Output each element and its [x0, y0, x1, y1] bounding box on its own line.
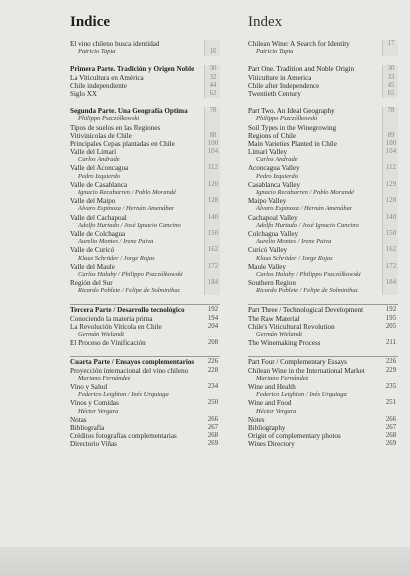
- toc-author: [248, 408, 398, 416]
- toc-group: [248, 107, 398, 295]
- toc-text: Soil Types in the Winegrowing: [248, 123, 337, 132]
- toc-entry: [248, 74, 398, 82]
- toc-entry: [248, 124, 398, 132]
- toc-entry: [70, 432, 220, 440]
- toc-text: Carlos Halaby / Philippo Pszczólkowski: [256, 270, 361, 278]
- toc-text: Chile independiente: [70, 81, 127, 90]
- toc-group: [248, 65, 398, 98]
- toc-author: [70, 222, 220, 230]
- toc-author: [248, 115, 398, 123]
- toc-text: Twentieth Century: [248, 89, 301, 98]
- toc-page-number: 205: [385, 322, 397, 330]
- toc-text: Pedro Izquierdo: [256, 172, 298, 180]
- toc-author: [70, 115, 220, 123]
- toc-text: Adolfo Hurtado / José Ignacio Cancino: [78, 221, 181, 229]
- toc-entry: [70, 399, 220, 407]
- toc-author: [70, 271, 220, 279]
- toc-author: [70, 375, 220, 383]
- toc-page-number: 226: [385, 358, 397, 366]
- toc-page-number: 267: [207, 423, 219, 431]
- toc-text: Alvaro Espinoza / Hernán Amenábar: [256, 205, 353, 213]
- toc-text: Vinos y Comidas: [70, 399, 119, 408]
- toc-text: Valle del Aconcagua: [70, 164, 129, 173]
- toc-author: [70, 156, 220, 164]
- toc-page-number: 268: [207, 432, 219, 440]
- toc-page-number: 228: [207, 366, 219, 374]
- toc-sections: [70, 40, 220, 448]
- toc-entry: [70, 40, 220, 48]
- toc-entry: [70, 230, 220, 238]
- toc-text: Aurelio Montes / Irene Paiva: [256, 238, 332, 246]
- toc-text: Primera Parte. Tradición y Origen Noble: [70, 65, 195, 74]
- toc-title: [70, 65, 220, 73]
- index-heading-spanish: Indice: [70, 14, 111, 30]
- toc-author: [70, 238, 220, 246]
- toc-text: Part Three / Technological Development: [248, 306, 364, 315]
- toc-entry: [248, 315, 398, 323]
- toc-page-number: 17: [387, 40, 395, 47]
- toc-group: [70, 40, 220, 56]
- toc-author: [70, 48, 220, 56]
- toc-entry: [248, 383, 398, 391]
- toc-text: Part Two. An Ideal Geography: [248, 107, 335, 116]
- index-heading-english: Index: [248, 14, 283, 30]
- toc-text: Región del Sur: [70, 279, 113, 288]
- toc-group: [248, 40, 398, 56]
- toc-title: [70, 306, 220, 314]
- toc-author: [70, 255, 220, 263]
- toc-entry: [70, 90, 220, 98]
- toc-page-number: 30: [209, 65, 217, 73]
- toc-page-number: 192: [385, 306, 397, 314]
- toc-page-number: 172: [207, 262, 219, 270]
- toc-author: [248, 222, 398, 230]
- toc-text: Segunda Parte. Una Geografía Optima: [70, 107, 188, 116]
- toc-page-number: 112: [386, 164, 396, 172]
- toc-page-number: 250: [207, 399, 219, 407]
- toc-page-number: 104: [207, 148, 219, 156]
- toc-entry: [248, 416, 398, 424]
- toc-text: Casablanca Valley: [248, 180, 301, 189]
- toc-text: Viticulture in America: [248, 73, 312, 82]
- toc-entry: [70, 315, 220, 323]
- toc-text: Regions of Chile: [248, 131, 297, 140]
- toc-entry: [248, 140, 398, 148]
- toc-author: [70, 391, 220, 399]
- toc-text: Part Four / Complementary Essays: [248, 358, 347, 367]
- toc-text: Notes: [248, 415, 265, 424]
- toc-page-number: 128: [385, 197, 397, 205]
- toc-group: [70, 107, 220, 295]
- toc-text: Valle del Maipo: [70, 197, 116, 206]
- toc-text: Bibliography: [248, 423, 286, 432]
- toc-text: Ricardo Poblete / Felipe de Solminihac: [256, 287, 359, 295]
- section-rule: [248, 356, 398, 357]
- toc-text: Patricio Tapia: [78, 48, 116, 56]
- toc-entry: [70, 124, 220, 132]
- toc-entry: [248, 263, 398, 271]
- toc-entry: [70, 148, 220, 156]
- toc-text: Limarí Valley: [248, 148, 288, 157]
- toc-author: [248, 391, 398, 399]
- toc-page-number: 211: [386, 339, 396, 347]
- toc-author: [248, 156, 398, 164]
- toc-author: [248, 189, 398, 197]
- toc-author: [248, 238, 398, 246]
- toc-page-number: 100: [385, 139, 397, 147]
- toc-text: Tercera Parte / Desarrollo tecnológico: [70, 306, 185, 315]
- toc-entry: [70, 440, 220, 448]
- toc-text: Germán Wielandt: [256, 331, 303, 338]
- toc-page-number: 112: [208, 164, 218, 172]
- toc-text: Germán Wielandt: [78, 331, 125, 338]
- toc-text: Southern Region: [248, 279, 296, 288]
- toc-text: Colchagua Valley: [248, 229, 299, 238]
- toc-page-number: 192: [207, 306, 219, 314]
- toc-entry: [248, 214, 398, 222]
- toc-title: [248, 65, 398, 73]
- page-bottom-edge: [0, 547, 410, 575]
- toc-entry: [70, 140, 220, 148]
- toc-page-number: 162: [207, 246, 219, 254]
- toc-page-number: 140: [207, 213, 219, 221]
- toc-text: Mariano Fernández: [256, 374, 309, 382]
- toc-entry: [248, 339, 398, 347]
- toc-text: Bibliografía: [70, 423, 105, 432]
- toc-text: Principales Cepas plantadas en Chile: [70, 139, 175, 148]
- toc-text: Valle de Curicó: [70, 246, 115, 255]
- toc-text: Philippo Pszczólkowski: [256, 115, 318, 123]
- toc-page-number: 226: [207, 358, 219, 366]
- toc-page-number: 235: [385, 382, 397, 390]
- toc-title: [248, 107, 398, 115]
- toc-entry: [248, 246, 398, 254]
- toc-entry: [248, 399, 398, 407]
- toc-entry: [248, 432, 398, 440]
- toc-entry: [248, 323, 398, 331]
- toc-page-number: 62: [209, 89, 217, 97]
- toc-group: [248, 358, 398, 448]
- toc-author: [70, 408, 220, 416]
- toc-page-number: 162: [385, 246, 397, 254]
- toc-text: Chile's Viticultural Revolution: [248, 322, 335, 331]
- toc-text: Carlos Andrade: [78, 156, 120, 164]
- toc-entry: [70, 367, 220, 375]
- toc-author: [248, 205, 398, 213]
- toc-entry: [70, 383, 220, 391]
- toc-text: Federico Leighton / Inés Urquiaga: [78, 391, 169, 399]
- toc-text: Ignacio Recabarren / Pablo Morandé: [78, 189, 176, 196]
- toc-text: Aconcagua Valley: [248, 164, 300, 173]
- toc-author: [248, 255, 398, 263]
- toc-page-number: 30: [387, 65, 395, 73]
- toc-entry: [70, 339, 220, 347]
- toc-text: Chilean Wine: A Search for Identity: [248, 40, 350, 48]
- toc-text: Wines Directory: [248, 440, 295, 449]
- toc-page-number: 229: [385, 366, 397, 374]
- toc-entry: [70, 323, 220, 331]
- toc-text: Valle de Colchagua: [70, 229, 126, 238]
- toc-text: Chile after Independence: [248, 81, 320, 90]
- toc-author: [248, 331, 398, 339]
- toc-text: Curicó Valley: [248, 246, 288, 255]
- toc-text: Héctor Vergara: [256, 407, 297, 415]
- toc-page-number: 78: [209, 107, 217, 115]
- toc-text: Mariano Fernández: [78, 374, 131, 382]
- toc-text: Ignacio Recabarren / Pablo Morandé: [256, 189, 354, 196]
- toc-entry: [70, 82, 220, 90]
- toc-author: [248, 271, 398, 279]
- toc-title: [248, 358, 398, 366]
- toc-page-number: 269: [385, 440, 397, 448]
- toc-text: Notas: [70, 415, 87, 424]
- toc-page-number: 89: [387, 131, 395, 139]
- toc-page-number: 251: [385, 399, 397, 407]
- toc-page-number: 65: [387, 89, 395, 97]
- toc-entry: [248, 82, 398, 90]
- toc-page-number: 266: [385, 415, 397, 423]
- toc-author: [248, 287, 398, 295]
- toc-text: Klaus Schröder / Jorge Rojas: [78, 254, 155, 262]
- toc-title: [70, 358, 220, 366]
- toc-author: [248, 48, 398, 56]
- toc-page-number: 234: [207, 382, 219, 390]
- toc-text: Valle de Casablanca: [70, 180, 128, 189]
- toc-page-number: 16: [209, 48, 217, 56]
- toc-author: [248, 173, 398, 181]
- toc-entry: [70, 279, 220, 287]
- toc-text: El vino chileno busca identidad: [70, 40, 160, 48]
- toc-text: La Viticultura en América: [70, 73, 144, 82]
- toc-page-number: 44: [209, 81, 217, 89]
- toc-page-number: 140: [385, 213, 397, 221]
- toc-author: [70, 173, 220, 181]
- toc-page-number: 150: [207, 229, 219, 237]
- toc-entry: [248, 197, 398, 205]
- toc-page-number: 268: [385, 432, 397, 440]
- toc-text: Philippo Pszczólkowski: [78, 115, 140, 123]
- toc-page-number: 194: [207, 314, 219, 322]
- toc-text: Valle del Maule: [70, 262, 115, 271]
- toc-author: [70, 287, 220, 295]
- toc-text: Valle del Cachapoal: [70, 213, 127, 222]
- toc-text: Patricio Tapia: [256, 48, 294, 56]
- toc-text: Origin of complementary photos: [248, 432, 341, 441]
- toc-entry: [70, 214, 220, 222]
- toc-entry: [70, 246, 220, 254]
- toc-group: [70, 65, 220, 98]
- toc-text: The Raw Material: [248, 314, 300, 323]
- toc-entry: [70, 74, 220, 82]
- toc-text: Vitivinícolas de Chile: [70, 131, 132, 140]
- toc-page-number: 128: [207, 197, 219, 205]
- toc-page-number: 208: [207, 339, 219, 347]
- toc-entry: [70, 416, 220, 424]
- toc-text: Proyección internacional del vino chileno: [70, 366, 189, 375]
- toc-text: Main Varieties Planted in Chile: [248, 139, 337, 148]
- toc-text: La Revolución Vitícola en Chile: [70, 322, 162, 331]
- toc-text: Carlos Andrade: [256, 156, 298, 164]
- index-column-english: [248, 12, 398, 457]
- toc-page-number: 78: [387, 107, 395, 115]
- toc-text: Klaus Schröder / Jorge Rojas: [256, 254, 333, 262]
- toc-entry: [70, 424, 220, 432]
- toc-text: Héctor Vergara: [78, 407, 119, 415]
- toc-entry: [248, 181, 398, 189]
- toc-text: El Proceso de Vinificación: [70, 339, 146, 348]
- toc-entry: [248, 164, 398, 172]
- toc-text: Aurelio Montes / Irene Paiva: [78, 238, 154, 246]
- toc-page-number: 45: [387, 81, 395, 89]
- toc-text: Valle del Limarí: [70, 148, 117, 157]
- toc-text: Créditos fotografías complementarias: [70, 432, 177, 441]
- toc-entry: [70, 181, 220, 189]
- toc-entry: [248, 424, 398, 432]
- toc-text: Federico Leighton / Inés Urquiaga: [256, 391, 347, 399]
- toc-entry: [248, 230, 398, 238]
- toc-page-number: 32: [209, 73, 217, 81]
- section-rule: [248, 304, 398, 305]
- toc-entry: [70, 132, 220, 140]
- toc-page-number: 150: [385, 229, 397, 237]
- toc-text: Directorio Viñas: [70, 440, 117, 449]
- toc-text: Siglo XX: [70, 89, 97, 98]
- toc-group: [70, 358, 220, 448]
- toc-entry: [248, 148, 398, 156]
- toc-page-number: 104: [385, 148, 397, 156]
- toc-text: Carlos Halaby / Philippo Pszczólkowski: [78, 270, 183, 278]
- toc-author: [70, 205, 220, 213]
- toc-page-number: 269: [207, 440, 219, 448]
- toc-page-number: 266: [207, 415, 219, 423]
- toc-entry: [248, 40, 398, 48]
- toc-page-number: 184: [207, 279, 219, 287]
- toc-entry: [70, 197, 220, 205]
- toc-text: Alvaro Espinoza / Hernán Amenábar: [78, 205, 175, 213]
- toc-text: Wine and Food: [248, 399, 292, 408]
- toc-entry: [248, 279, 398, 287]
- toc-title: [70, 107, 220, 115]
- toc-text: Pedro Izquierdo: [78, 172, 120, 180]
- toc-entry: [248, 440, 398, 448]
- toc-sections: [248, 40, 398, 448]
- toc-text: Maule Valley: [248, 262, 286, 271]
- toc-text: Vino y Salud: [70, 382, 108, 391]
- toc-author: [248, 375, 398, 383]
- toc-group: [248, 306, 398, 347]
- toc-text: Part One. Tradition and Noble Origin: [248, 65, 355, 74]
- toc-page-number: 184: [385, 279, 397, 287]
- section-rule: [70, 356, 220, 357]
- toc-page-number: 100: [207, 139, 219, 147]
- toc-entry: [70, 263, 220, 271]
- toc-text: Wine and Health: [248, 382, 296, 391]
- toc-entry: [248, 132, 398, 140]
- toc-text: Maipo Valley: [248, 197, 287, 206]
- toc-text: Chilean Wine in the International Market: [248, 366, 365, 375]
- toc-page-number: 33: [387, 73, 395, 81]
- toc-page-number: 267: [385, 423, 397, 431]
- toc-author: [70, 189, 220, 197]
- toc-page-number: 195: [385, 314, 397, 322]
- toc-author: [70, 331, 220, 339]
- toc-text: Ricardo Poblete / Felipe de Solminihac: [78, 287, 181, 295]
- toc-page-number: 204: [207, 322, 219, 330]
- toc-text: Adolfo Hurtado / José Ignacio Cancino: [256, 221, 359, 229]
- toc-text: Cachapoal Valley: [248, 213, 298, 222]
- toc-page-number: 172: [385, 262, 397, 270]
- toc-text: Tipos de suelos en las Regiones: [70, 123, 161, 132]
- toc-page-number: 120: [207, 180, 219, 188]
- toc-page-number: 88: [209, 131, 217, 139]
- toc-entry: [70, 164, 220, 172]
- toc-text: The Winemaking Process: [248, 339, 321, 348]
- toc-page-number: 129: [385, 180, 397, 188]
- toc-title: [248, 306, 398, 314]
- toc-text: Conociendo la materia prima: [70, 314, 153, 323]
- toc-entry: [248, 90, 398, 98]
- toc-text: Cuarta Parte / Ensayos complementarios: [70, 358, 195, 367]
- toc-entry: [248, 367, 398, 375]
- index-column-spanish: [70, 12, 220, 457]
- toc-group: [70, 306, 220, 347]
- section-rule: [70, 304, 220, 305]
